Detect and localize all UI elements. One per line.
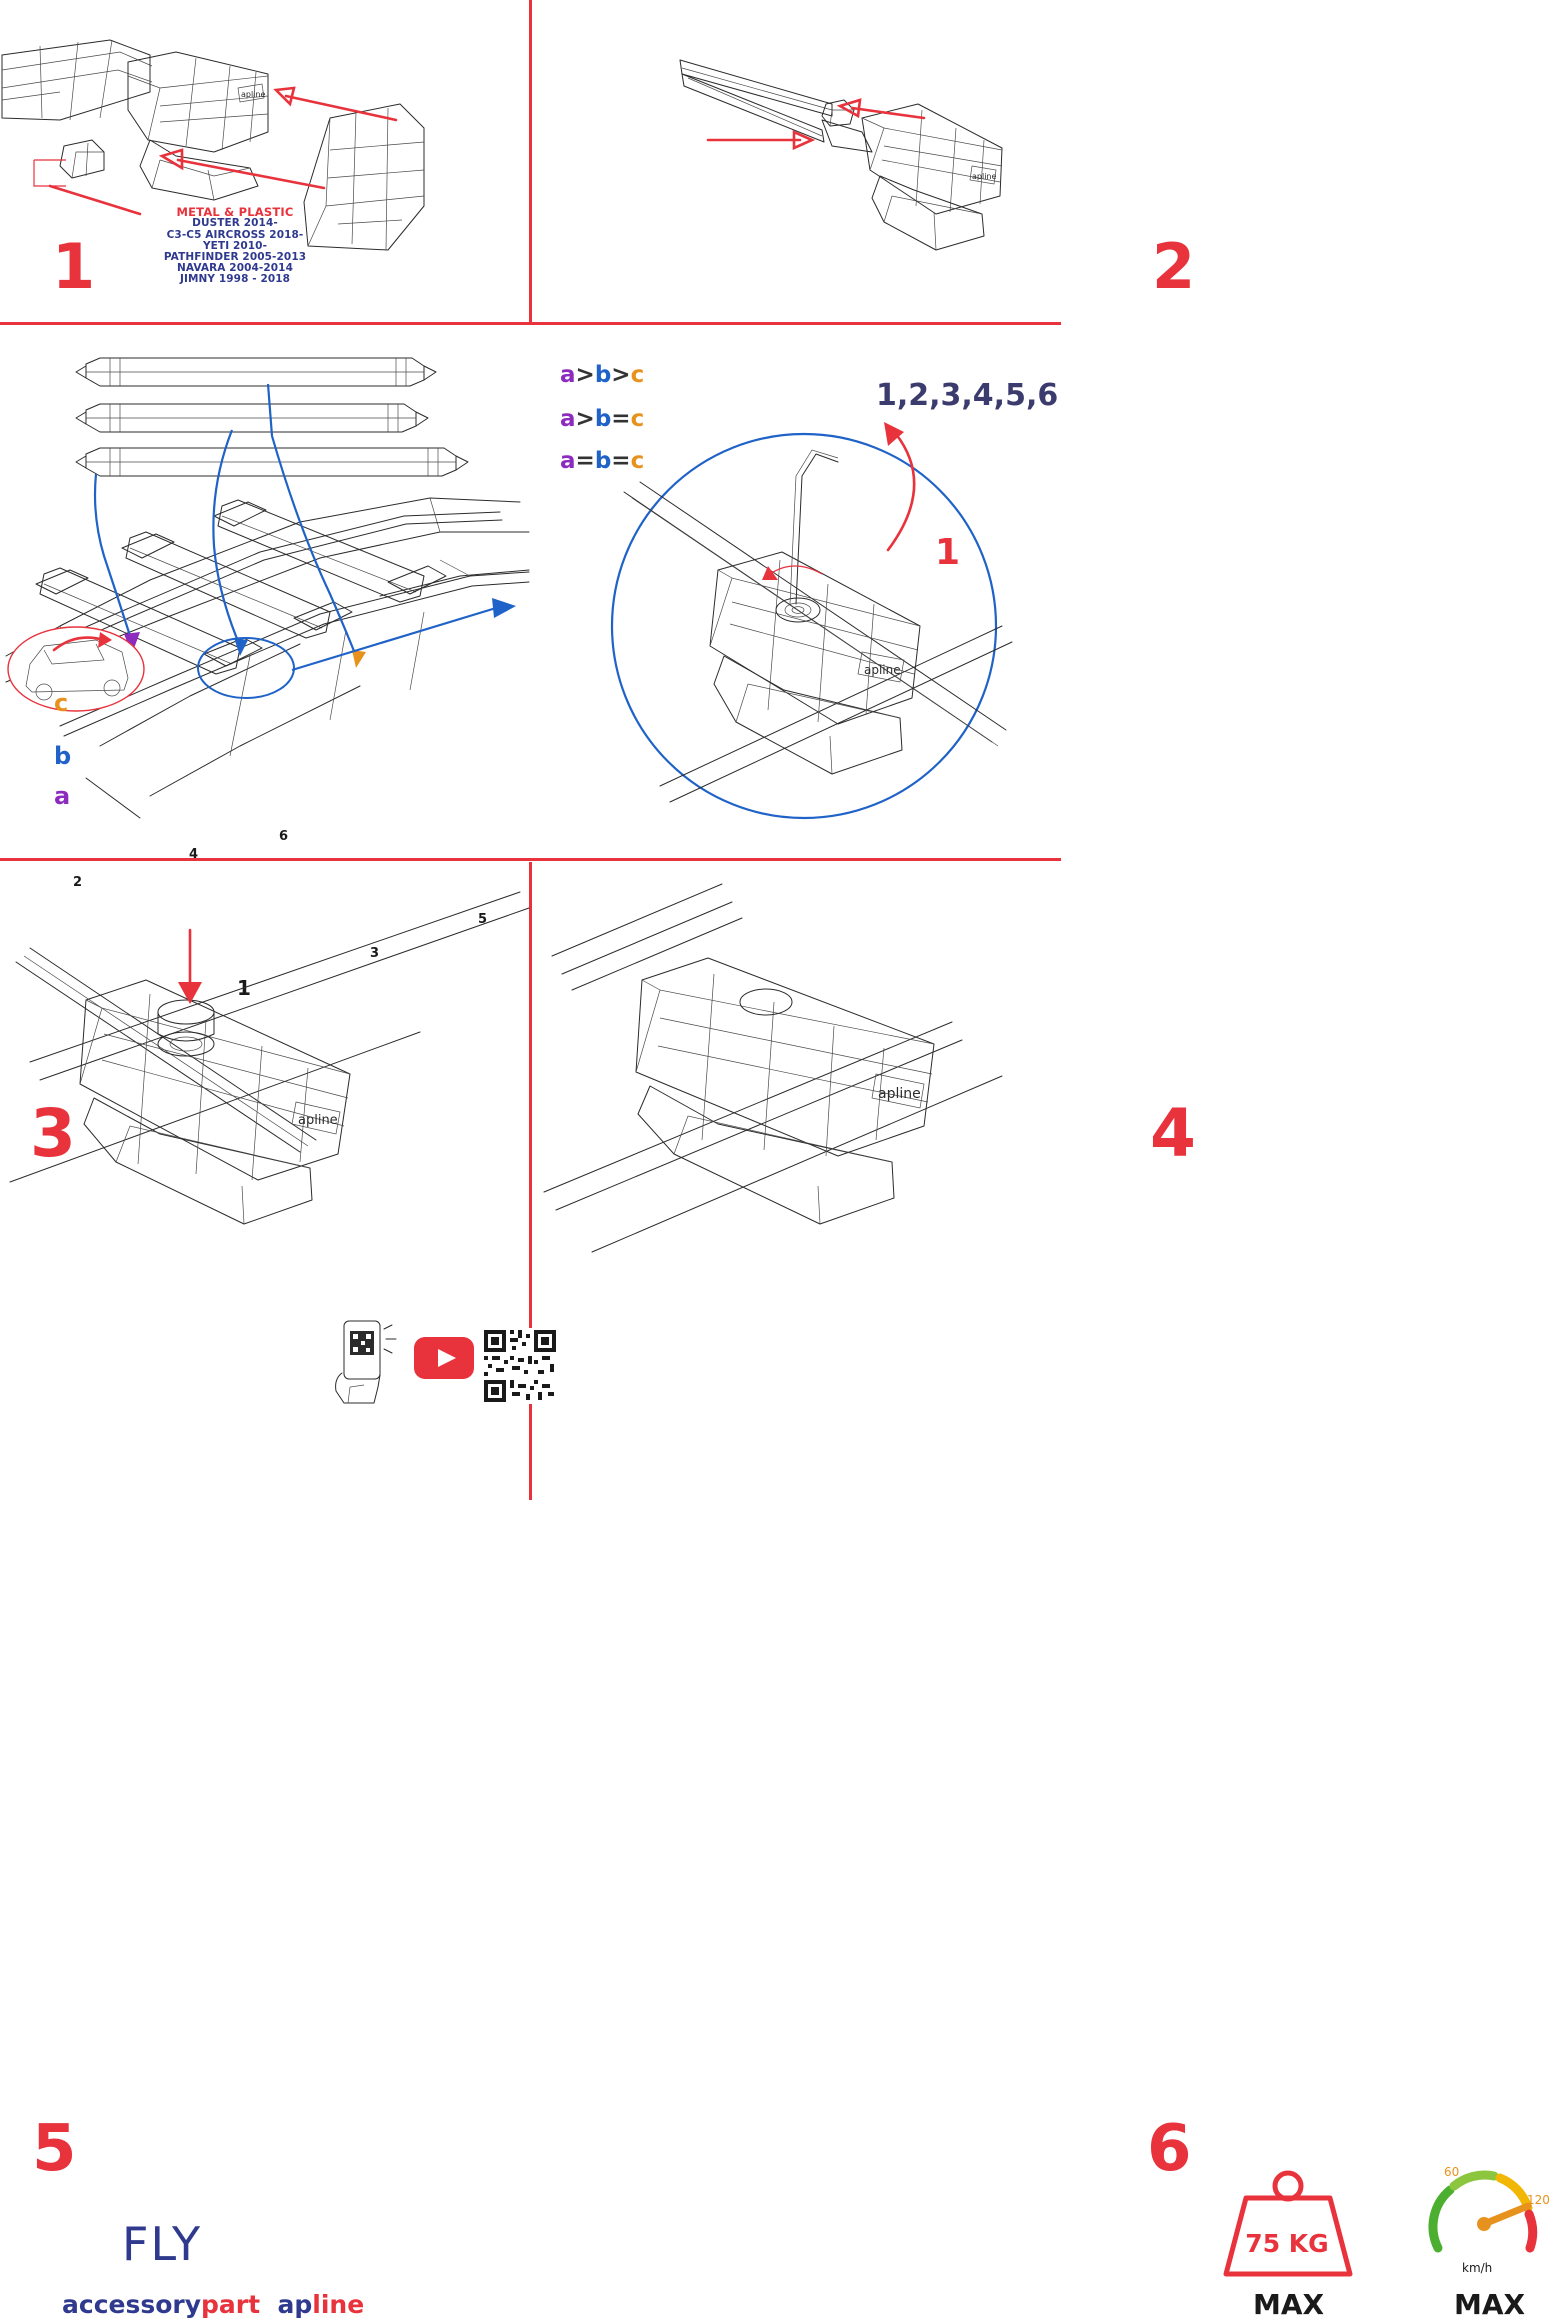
formula-2-op1: > (575, 406, 595, 432)
step-number-5: 5 (32, 2112, 77, 2186)
formula-1-op2: > (611, 362, 631, 388)
step-6-illustration (532, 862, 1061, 1282)
formula-1-op1: > (575, 362, 595, 388)
formula-3-op2: = (611, 448, 631, 474)
tightening-sequence (876, 378, 1058, 413)
callout-digit-6: 6 (279, 829, 289, 844)
formula-3-b: b (594, 448, 612, 474)
svg-text:apline: apline (241, 90, 266, 99)
svg-text:apline: apline (864, 663, 901, 677)
vehicle-2: YETI 2010- (202, 239, 268, 252)
callout-digit-3: 3 (370, 946, 380, 961)
step-5-illustration (0, 862, 529, 1282)
svg-text:apline: apline (298, 1113, 338, 1128)
divider-horizontal-2 (0, 858, 1061, 861)
speed-max-label: MAX (1454, 2288, 1526, 2321)
vehicle-1: C3-C5 AIRCROSS 2018- (166, 228, 304, 241)
svg-text:apline: apline (878, 1086, 921, 1102)
brand-line-suffix: line (312, 2290, 365, 2319)
fly-logo: FLY (122, 2217, 203, 2271)
callout-digit-5: 5 (478, 912, 488, 927)
step-number-6: 6 (1147, 2112, 1192, 2186)
bar-label-a: a (54, 782, 71, 810)
step-3-illustration (0, 326, 529, 858)
detail-badge-3: 1 (237, 976, 251, 1000)
brand-ap: ap (277, 2290, 313, 2319)
formula-1-a: a (560, 362, 576, 388)
speed-unit-label: km/h (1462, 2261, 1493, 2275)
panel-step-5 (0, 862, 529, 2319)
formula-2-a: a (560, 406, 576, 432)
brand-accessory: accessory (62, 2290, 202, 2319)
step-number-2: 2 (1152, 230, 1196, 303)
step-number-1: 1 (52, 230, 96, 303)
weight-value: 75 KG (1245, 2229, 1329, 2258)
gauge-max-label: 120 (1527, 2193, 1550, 2207)
youtube-icon[interactable] (414, 1337, 474, 1381)
panel-step-2 (532, 0, 1196, 322)
svg-text:apline: apline (972, 172, 997, 181)
spec-header: METAL & PLASTIC (176, 205, 294, 219)
vehicle-3: PATHFINDER 2005-2013 (163, 251, 307, 263)
step-4-badge-1: 1 (935, 532, 961, 573)
formula-1-b: b (594, 362, 612, 388)
vehicle-0: DUSTER 2014- (192, 217, 278, 230)
formula-3-a: a (560, 448, 576, 474)
weight-limit-icon (1218, 2162, 1358, 2280)
formula-2-c: c (630, 406, 645, 432)
speed-limit-icon (1424, 2162, 1548, 2272)
gauge-min-label: 60 (1444, 2165, 1460, 2179)
bar-label-b: b (54, 742, 72, 770)
brand-part: part (201, 2290, 261, 2319)
formula-3-c: c (630, 448, 645, 474)
formula-2-b: b (594, 406, 612, 432)
vehicle-5: JIMNY 1998 - 2018 (179, 273, 291, 286)
callout-digit-4: 4 (189, 847, 199, 862)
step-number-3: 3 (30, 1095, 76, 1172)
step-number-4: 4 (1150, 1095, 1196, 1172)
weight-max-label: MAX (1253, 2288, 1325, 2321)
divider-horizontal-1 (0, 322, 1061, 325)
callout-digit-2: 2 (73, 875, 83, 890)
scan-phone-icon (330, 1317, 400, 1407)
panel-step-6 (532, 862, 1550, 2321)
formula-3-op1: = (575, 448, 595, 474)
formula-2-op2: = (611, 406, 631, 432)
formula-1-c: c (630, 362, 645, 388)
tightening-sequence-text: 1,2,3,4,5,6 (876, 378, 1059, 413)
bar-label-c: c (54, 689, 69, 717)
vehicle-4: NAVARA 2004-2014 (176, 262, 293, 275)
brand-line (62, 2290, 364, 2319)
vehicle-compatibility-list (130, 206, 340, 286)
panel-step-1 (0, 0, 529, 322)
step-2-illustration (532, 0, 1061, 322)
